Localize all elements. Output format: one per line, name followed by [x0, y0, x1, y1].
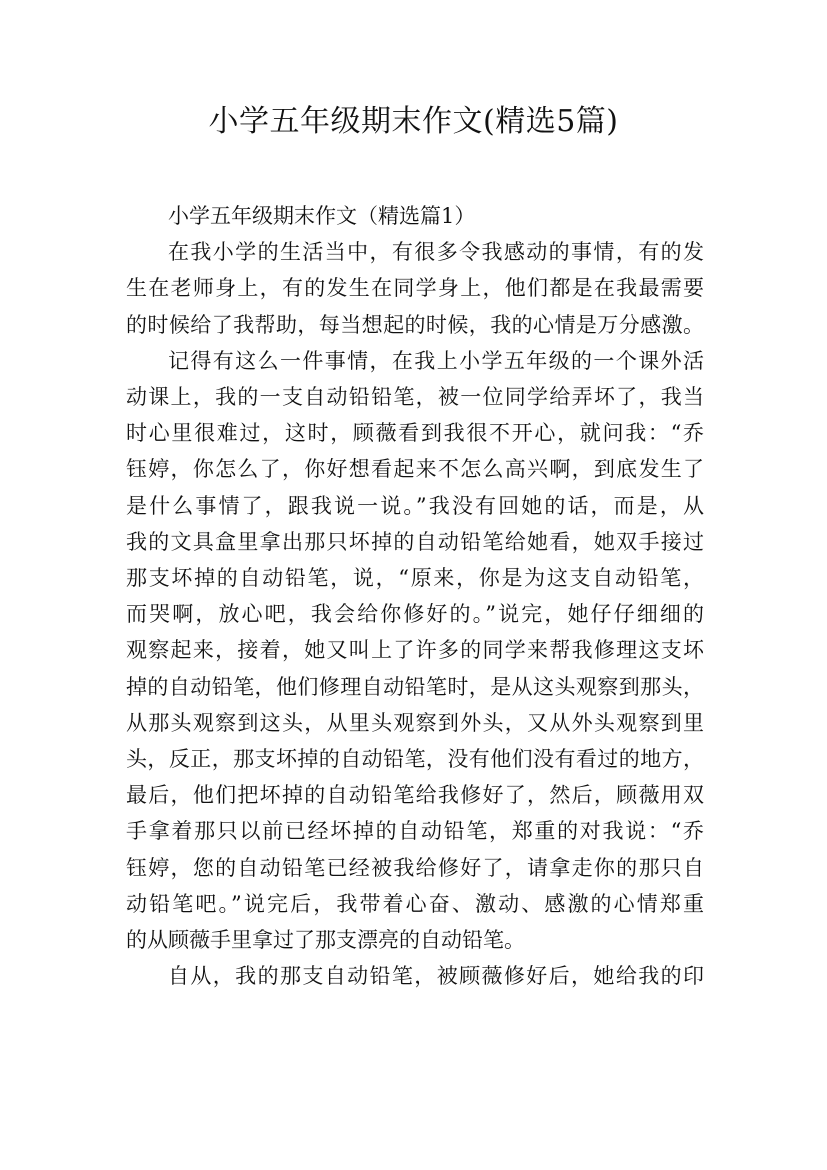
- paragraph-line: 记得有这么一件事情，在我上小学五年级的一个课外活: [168, 348, 704, 373]
- document-body: [126, 198, 704, 994]
- paragraph-line: 自从，我的那支自动铅笔，被顾薇修好后，她给我的印: [168, 964, 704, 989]
- paragraph-line: 钰婷，你怎么了，你好想看起来不怎么高兴啊，到底发生了: [126, 457, 704, 482]
- paragraph-line: 掉的自动铅笔，他们修理自动铅笔时，是从这头观察到那头，: [126, 674, 704, 699]
- paragraph-2: [126, 343, 704, 958]
- paragraph-line: 最后，他们把坏掉的自动铅笔给我修好了，然后，顾薇用双: [126, 783, 704, 808]
- document-title: 小学五年级期末作文(精选5篇): [208, 104, 619, 139]
- paragraph-line: 的时候给了我帮助，每当想起的时候，我的心情是万分感激。: [126, 312, 704, 337]
- paragraph-3: [126, 958, 704, 994]
- paragraph-line: 动铅笔吧。”说完后，我带着心奋、激动、感激的心情郑重: [126, 891, 704, 916]
- paragraph-line: 手拿着那只以前已经坏掉的自动铅笔，郑重的对我说：“乔: [126, 819, 704, 844]
- paragraph-line: 而哭啊，放心吧，我会给你修好的。”说完，她仔仔细细的: [126, 602, 704, 627]
- section-heading: 小学五年级期末作文（精选篇1）: [168, 204, 476, 228]
- paragraph-line: 是什么事情了，跟我说一说。”我没有回她的话，而是，从: [126, 493, 704, 518]
- paragraph-line: 我的文具盒里拿出那只坏掉的自动铅笔给她看，她双手接过: [126, 529, 704, 554]
- paragraph-line: 的从顾薇手里拿过了那支漂亮的自动铅笔。: [126, 928, 525, 953]
- paragraph-line: 生在老师身上，有的发生在同学身上，他们都是在我最需要: [126, 276, 704, 301]
- paragraph-line: 钰婷，您的自动铅笔已经被我给修好了，请拿走你的那只自: [126, 855, 704, 880]
- paragraph-line: 动课上，我的一支自动铅铅笔，被一位同学给弄坏了，我当: [126, 385, 704, 410]
- paragraph-1: [126, 234, 704, 343]
- paragraph-line: 那支坏掉的自动铅笔，说，“原来，你是为这支自动铅笔，: [126, 566, 704, 591]
- paragraph-line: 从那头观察到这头，从里头观察到外头，又从外头观察到里: [126, 710, 704, 735]
- paragraph-line: 头，反正，那支坏掉的自动铅笔，没有他们没有看过的地方，: [126, 747, 704, 772]
- paragraph-line: 在我小学的生活当中，有很多令我感动的事情，有的发: [168, 240, 704, 265]
- paragraph-line: 时心里很难过，这时，顾薇看到我很不开心，就问我：“乔: [126, 421, 704, 446]
- paragraph-line: 观察起来，接着，她又叫上了许多的同学来帮我修理这支坏: [126, 638, 704, 663]
